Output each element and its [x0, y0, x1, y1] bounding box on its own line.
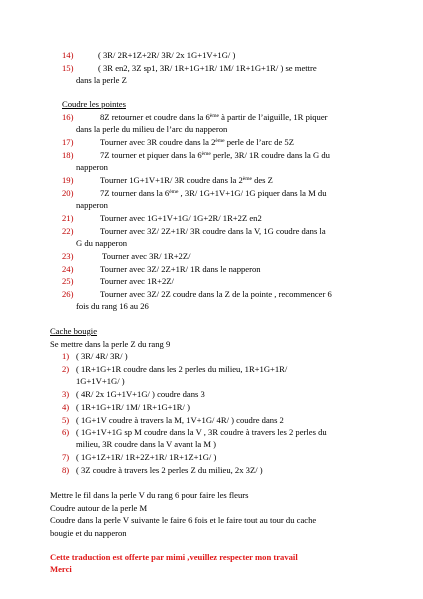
- row-number: 15): [62, 63, 74, 73]
- row-number: 1): [62, 351, 70, 361]
- row-text: ( 3R/ 4R/ 3R/ ): [76, 351, 128, 361]
- translator-credit: Cette traduction est offerte par mimi ,veuillez respecter mon travail: [50, 552, 298, 562]
- row-number: 18): [62, 150, 74, 160]
- row-number: 14): [62, 50, 74, 60]
- closing-line: Coudre autour de la perle M: [50, 503, 148, 513]
- row-number: 8): [62, 465, 70, 475]
- row-number: 6): [62, 427, 70, 437]
- row-26-cont: fois du rang 16 au 26: [76, 301, 149, 311]
- row-number: 4): [62, 402, 70, 412]
- cache-row-6-cont: milieu, 3R coudre dans la V avant la M ): [76, 439, 217, 449]
- row-number: 17): [62, 137, 74, 147]
- row-text: Tourner 1G+1V+1R/ 3R coudre dans la 2ème des Z: [100, 175, 273, 185]
- row-number: 7): [62, 452, 70, 462]
- row-number: 24): [62, 264, 74, 274]
- closing-line: Mettre le fil dans la perle V du rang 6 pour faire les fleurs: [50, 490, 249, 500]
- cache-row-2-cont: 1G+1V+1G/ ): [76, 376, 125, 386]
- row-text: Tourner avec 1G+1V+1G/ 1G+2R/ 1R+2Z en2: [100, 213, 262, 223]
- closing-line: Coudre dans la perle V suivante le faire 6 fois et le faire tout au tour du cache: [50, 515, 317, 525]
- row-number: 20): [62, 188, 74, 198]
- row-text: Tourner avec 3R/ 1R+2Z/: [100, 251, 191, 261]
- row-number: 3): [62, 389, 70, 399]
- row-number: 16): [62, 112, 74, 122]
- row-text: ( 3R/ 2R+1Z+2R/ 3R/ 2x 1G+1V+1G/ ): [98, 50, 236, 60]
- row-number: 26): [62, 289, 74, 299]
- thanks-text: Merci: [50, 564, 72, 574]
- row-text: Tourner avec 3Z/ 2Z+1R/ 3R coudre dans la V, 1G coudre dans la: [100, 226, 326, 236]
- cache-intro: Se mettre dans la perle Z du rang 9: [50, 339, 171, 349]
- row-number: 22): [62, 226, 74, 236]
- row-text: Tourner avec 3Z/ 2Z coudre dans la Z de la pointe , recommencer 6: [100, 289, 332, 299]
- row-text: 8Z retourner et coudre dans la 6ème à partir de l’aiguille, 1R piquer: [100, 112, 328, 122]
- row-text: ( 4R/ 2x 1G+1V+1G/ ) coudre dans 3: [76, 389, 205, 399]
- row-text: Tourner avec 3R coudre dans la 2ème perle de l’arc de 5Z: [100, 137, 294, 147]
- row-text: Tourner avec 1R+2Z/: [100, 276, 174, 286]
- row-text: ( 1G+1V coudre à travers la M, 1V+1G/ 4R/ ) coudre dans 2: [76, 415, 284, 425]
- closing-line: bougie et du napperon: [50, 528, 127, 538]
- row-text: ( 1R+1G+1R/ 1M/ 1R+1G+1R/ ): [76, 402, 190, 412]
- row-number: 19): [62, 175, 74, 185]
- row-text: ( 1G+1Z+1R/ 1R+2Z+1R/ 1R+1Z+1G/ ): [76, 452, 217, 462]
- row-15-cont: dans la perle Z: [76, 75, 127, 85]
- row-number: 23): [62, 251, 74, 261]
- row-18-cont: napperon: [76, 162, 108, 172]
- section-heading-coudre: Coudre les pointes: [62, 99, 126, 109]
- row-16-cont: dans la perle du milieu de l’arc du napperon: [76, 124, 228, 134]
- row-number: 5): [62, 415, 70, 425]
- row-text: ( 3R en2, 3Z sp1, 3R/ 1R+1G+1R/ 1M/ 1R+1G+1R/ ) se mettre: [98, 63, 317, 73]
- row-22-cont: G du napperon: [76, 238, 128, 248]
- row-number: 2): [62, 364, 70, 374]
- row-text: 7Z tourner dans la 6ème , 3R/ 1G+1V+1G/ 1G piquer dans la M du: [100, 188, 327, 198]
- row-text: ( 1R+1G+1R coudre dans les 2 perles du milieu, 1R+1G+1R/: [76, 364, 288, 374]
- row-text: ( 3Z coudre à travers les 2 perles Z du milieu, 2x 3Z/ ): [76, 465, 263, 475]
- row-text: Tourner avec 3Z/ 2Z+1R/ 1R dans le napperon: [100, 264, 261, 274]
- row-20-cont: napperon: [76, 200, 108, 210]
- row-text: ( 1G+1V+1G sp M coudre dans la V , 3R coudre à travers les 2 perles du: [76, 427, 327, 437]
- row-number: 25): [62, 276, 74, 286]
- section-heading-cache: Cache bougie: [50, 326, 98, 336]
- row-text: 7Z tourner et piquer dans la 6ème perle, 3R/ 1R coudre dans la G du: [100, 150, 330, 160]
- row-number: 21): [62, 213, 74, 223]
